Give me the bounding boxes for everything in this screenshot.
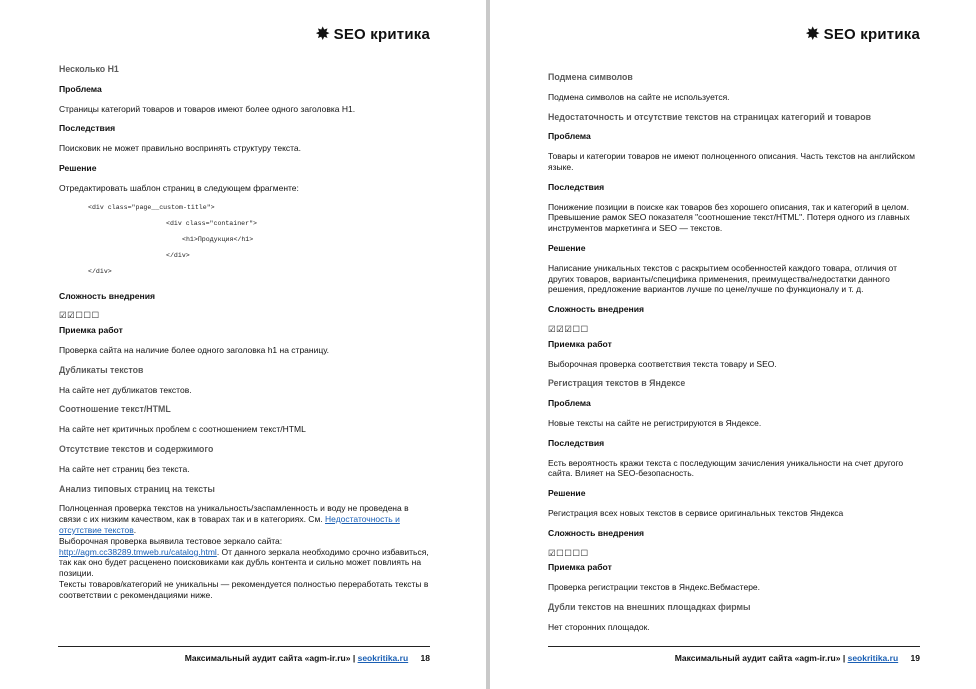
solution-label: Решение bbox=[548, 488, 586, 499]
acceptance-text: Выборочная проверка соответствия текста товару и SEO. bbox=[548, 358, 777, 369]
consequences-text: Понижение позиции в поиске как товаров без хорошего описания, так и категорий в целом. Превышение рамок SEO показателя "соотношение текст/HTML". Потеря одного из главных инструментов маркетинга и SEO — текстов. bbox=[548, 201, 910, 234]
difficulty-rating: ☑☐☐☐☐ bbox=[548, 547, 589, 558]
footer-text bbox=[675, 653, 920, 663]
difficulty-rating: ☑☑☐☐☐ bbox=[59, 310, 100, 321]
consequences-text: Поисковик не может правильно воспринять структуру текста. bbox=[59, 143, 302, 154]
section-title-external-duplicates: Дубли текстов на внешних площадках фирмы bbox=[548, 601, 751, 612]
footer-audit-title: Максимальный аудит сайта «agm-ir.ru» bbox=[184, 653, 351, 663]
code-line: <h1>Продукция</h1> bbox=[182, 235, 254, 243]
acceptance-text: Проверка сайта на наличие более одного заголовка h1 на страницу. bbox=[59, 344, 329, 355]
brand-logo bbox=[806, 24, 920, 44]
section-title-lack-of-texts: Недостаточность и отсутствие текстов на страницах категорий и товаров bbox=[548, 111, 872, 122]
section-title-multiple-h1: Несколько H1 bbox=[59, 64, 119, 74]
duplicates-text: На сайте нет дубликатов текстов. bbox=[59, 384, 192, 395]
solution-text: Отредактировать шаблон страниц в следующем фрагменте: bbox=[59, 182, 299, 193]
analysis-text-end: . bbox=[133, 524, 137, 535]
mirror-url-link[interactable]: http://agm.cc38289.tmweb.ru/catalog.html bbox=[59, 546, 217, 557]
difficulty-label: Сложность внедрения bbox=[59, 290, 155, 301]
absence-text: На сайте нет страниц без текста. bbox=[59, 463, 190, 474]
page-18 bbox=[0, 0, 486, 689]
code-line: <div class="page__custom-title"> bbox=[88, 203, 215, 211]
seo-star-icon: ✸ bbox=[806, 26, 820, 43]
solution-text: Регистрация всех новых текстов в сервисе оригинальных текстов Яндекса bbox=[548, 507, 844, 518]
code-line: </div> bbox=[166, 251, 190, 259]
section-title-yandex-registration: Регистрация текстов в Яндексе bbox=[548, 378, 686, 389]
consequences-text: Есть вероятность кражи текста с последующим зачисления уникальности на счет другого сайта. Влияет на SEO-безопасность. bbox=[548, 457, 904, 479]
section-title-absence: Отсутствие текстов и содержимого bbox=[59, 443, 214, 454]
code-line: <div class="container"> bbox=[166, 219, 258, 227]
acceptance-label: Приемка работ bbox=[59, 325, 123, 336]
acceptance-label: Приемка работ bbox=[548, 338, 612, 349]
acceptance-text: Проверка регистрации текстов в Яндекс.Вебмастере. bbox=[548, 582, 761, 593]
page-18-content bbox=[59, 64, 431, 601]
section-title-duplicates: Дубликаты текстов bbox=[59, 364, 144, 375]
solution-label: Решение bbox=[59, 162, 97, 173]
code-snippet bbox=[59, 203, 431, 283]
problem-text: Страницы категорий товаров и товаров имеют более одного заголовка H1. bbox=[59, 103, 356, 114]
mirror-intro: Выборочная проверка выявила тестовое зеркало сайта: bbox=[59, 535, 283, 546]
acceptance-label: Приемка работ bbox=[548, 562, 612, 573]
footer-site-link[interactable]: seokritika.ru bbox=[847, 653, 899, 663]
consequences-label: Последствия bbox=[548, 437, 605, 448]
section-title-text-html-ratio: Соотношение текст/HTML bbox=[59, 404, 171, 415]
page-footer bbox=[548, 646, 920, 663]
problem-text: Товары и категории товаров не имеют полноценного описания. Часть текстов на английском языке. bbox=[548, 151, 915, 172]
page-footer bbox=[58, 646, 430, 663]
footer-text bbox=[185, 653, 430, 663]
substitution-text: Подмена символов на сайте не используется. bbox=[548, 91, 730, 102]
section-title-analysis: Анализ типовых страниц на тексты bbox=[59, 483, 215, 494]
difficulty-label: Сложность внедрения bbox=[548, 304, 644, 315]
page-number: 19 bbox=[910, 653, 920, 663]
ratio-text: На сайте нет критичных проблем с соотношением текст/HTML bbox=[59, 424, 306, 435]
problem-label: Проблема bbox=[548, 398, 591, 409]
solution-text: Написание уникальных текстов с раскрытием особенностей каждого товара, отличия от других товаров, варианты/специфика применения, преимущества/недостатки данного решения, предложение вариантов лучше по цене/лучше по функционалу и т. д. bbox=[548, 262, 897, 295]
analysis-text: Полноценная проверка текстов на уникальность/заспамленность и воду не проведена в связи с их низким качеством, как в товарах так и в категориях. См. bbox=[59, 503, 409, 525]
footer-separator: | bbox=[352, 653, 356, 663]
page-19 bbox=[490, 0, 976, 689]
problem-text: Новые тексты на сайте не регистрируются в Яндексе. bbox=[548, 417, 762, 428]
section-title-substitution: Подмена символов bbox=[548, 72, 633, 82]
page-19-content bbox=[548, 72, 920, 642]
brand-name: SEO критика bbox=[333, 26, 430, 43]
external-duplicates-text: Нет сторонних площадок. bbox=[548, 621, 650, 632]
footer-audit-title: Максимальный аудит сайта «agm-ir.ru» bbox=[674, 653, 841, 663]
mirror-text: . От данного зеркала необходимо срочно избавиться, так как оно будет расценено поисковиками как дубль контента и сильно может повлиять на позиции. bbox=[59, 546, 429, 579]
difficulty-label: Сложность внедрения bbox=[548, 527, 644, 538]
difficulty-rating: ☑☑☑☐☐ bbox=[548, 323, 589, 334]
consequences-label: Последствия bbox=[548, 181, 605, 192]
page-number: 18 bbox=[420, 653, 430, 663]
problem-label: Проблема bbox=[59, 83, 102, 94]
recommendation-text: Тексты товаров/категорий не уникальны — рекомендуется полностью переработать тексты в соответствии с рекомендациями ниже. bbox=[59, 578, 429, 600]
consequences-label: Последствия bbox=[59, 123, 116, 134]
brand-name: SEO критика bbox=[823, 26, 920, 43]
seo-star-icon: ✸ bbox=[316, 26, 330, 43]
analysis-paragraph bbox=[59, 503, 431, 600]
footer-site-link[interactable]: seokritika.ru bbox=[357, 653, 409, 663]
footer-separator: | bbox=[842, 653, 846, 663]
solution-label: Решение bbox=[548, 242, 586, 253]
brand-logo bbox=[316, 24, 430, 44]
problem-label: Проблема bbox=[548, 131, 591, 142]
lack-of-texts-link[interactable]: Недостаточность и отсутствие текстов bbox=[59, 514, 400, 535]
code-line: </div> bbox=[88, 267, 112, 275]
